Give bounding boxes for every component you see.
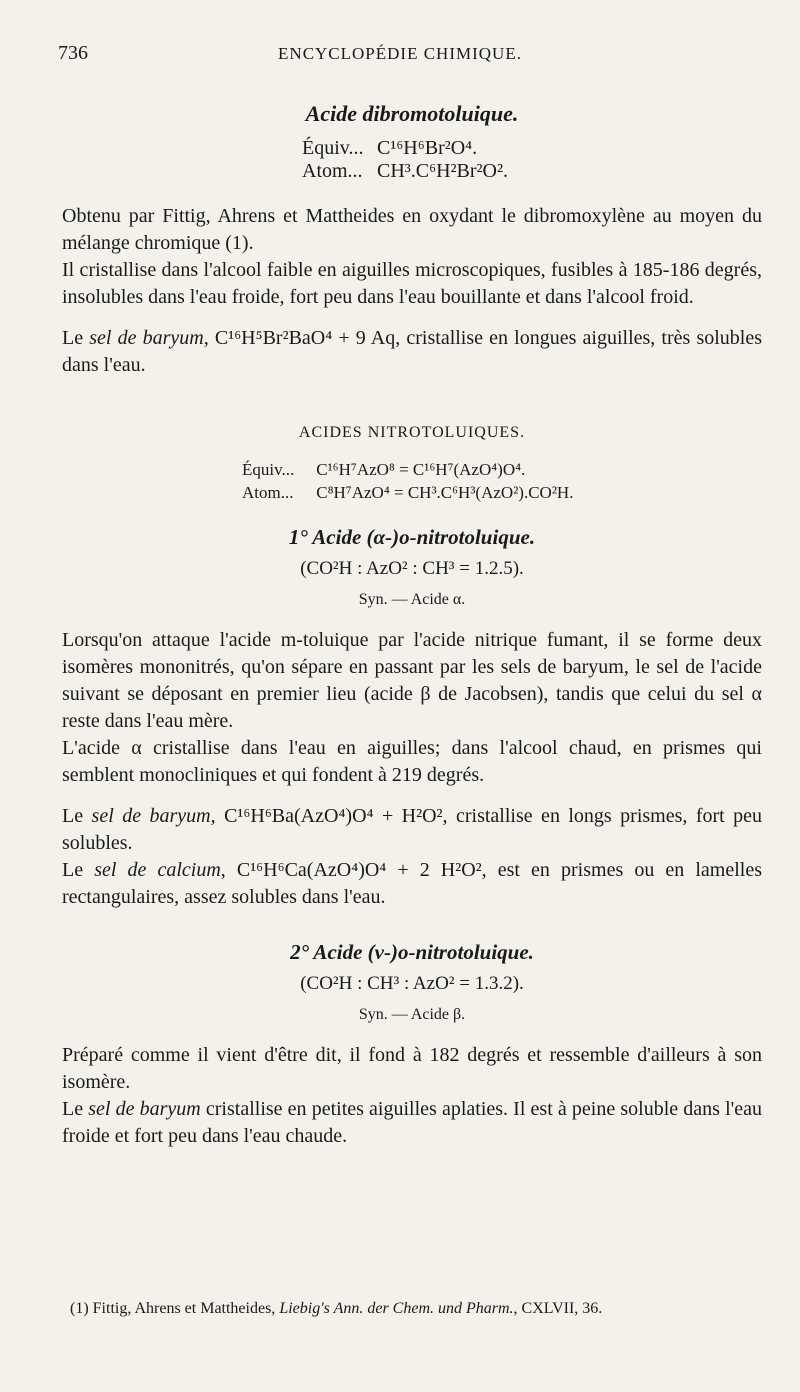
subtitle-alpha-acid: 1° Acide (α-)o-nitrotoluique.	[288, 525, 536, 549]
formula-row	[242, 481, 762, 504]
italic-term: sel de baryum	[91, 805, 211, 827]
italic-term: sel de baryum	[88, 1098, 201, 1120]
text: cristallise en petites aiguilles aplaties. Il est à peine soluble dans l'eau froide et fort peu dans l'eau chaude.	[62, 1098, 763, 1147]
formula-block-dibromotoluique	[302, 137, 762, 183]
section-heading-nitrotoluiques: ACIDES NITROTOLUIQUES.	[298, 424, 526, 441]
paragraph: Préparé comme il vient d'être dit, il fond à 182 degrés et ressemble d'ailleurs à son isomère.	[62, 1044, 762, 1093]
page-number: 736	[58, 42, 88, 64]
text: Le	[62, 805, 92, 827]
structure-beta-acid: (CO²H : CH³ : AzO² = 1.3.2).	[300, 973, 524, 994]
paragraph: Il cristallise dans l'alcool faible en aiguilles microscopiques, fusibles à 185-186 degrés, insolubles dans l'eau froide, fort peu dans l'eau bouillante et dans l'alcool froid.	[62, 259, 762, 308]
text: (1) Fittig, Ahrens et Mattheides,	[70, 1300, 280, 1317]
formula-value: C⁸H⁷AzO⁴ = CH³.C⁶H³(AzO²).CO²H.	[316, 483, 574, 502]
text: , C¹⁶H⁵Br²BaO⁴ + 9 Aq, cristallise en longues aiguilles, très solubles dans l'eau.	[62, 327, 763, 376]
paragraph-sel-baryum	[62, 325, 762, 379]
page-body	[62, 100, 762, 1150]
paragraph-sel-baryum	[62, 803, 762, 857]
italic-term: sel de calcium	[94, 859, 221, 881]
synonym-beta-acid: Syn. — Acide β.	[358, 1006, 466, 1023]
text: Le	[62, 1098, 89, 1120]
paragraph: Obtenu par Fittig, Ahrens et Mattheides en oxydant le dibromoxylène au moyen du mélange chromique (1).	[62, 205, 762, 254]
paragraph: Lorsqu'on attaque l'acide m-toluique par l'acide nitrique fumant, il se forme deux isomères mononitrés, qu'on sépare en passant par les sels de baryum, le sel de l'acide suivant se déposant en premier lieu (acide β de Jacobsen), tandis que celui du sel α reste dans l'eau mère.	[62, 629, 762, 732]
formula-row	[302, 137, 762, 160]
paragraph: L'acide α cristallise dans l'eau en aiguilles; dans l'alcool chaud, en prismes qui semblent monocliniques et qui fondent à 219 degrés.	[62, 737, 762, 786]
italic-term: Liebig's Ann. der Chem. und Pharm.	[279, 1300, 514, 1317]
synonym-alpha-acid: Syn. — Acide α.	[358, 591, 466, 608]
text: , C¹⁶H⁶Ca(AzO⁴)O⁴ + 2 H²O², est en prismes ou en lamelles rectangulaires, assez solubles dans l'eau.	[62, 859, 763, 908]
italic-term: sel de baryum	[89, 327, 204, 349]
text: , CXLVII, 36.	[513, 1300, 603, 1317]
formula-label: Équiv...	[242, 460, 295, 479]
structure-alpha-acid: (CO²H : AzO² : CH³ = 1.2.5).	[300, 558, 524, 579]
text: Le	[62, 327, 90, 349]
formula-block-nitrotoluiques	[242, 458, 762, 504]
formula-label: Équiv...	[302, 137, 364, 159]
formula-label: Atom...	[242, 483, 294, 502]
formula-row	[242, 458, 762, 481]
paragraph-sel-calcium	[62, 857, 762, 911]
subtitle-beta-acid: 2° Acide (v-)o-nitrotoluique.	[290, 940, 534, 964]
formula-row	[302, 160, 762, 183]
formula-label: Atom...	[302, 160, 363, 182]
running-title: ENCYCLOPÉDIE CHIMIQUE.	[278, 44, 522, 63]
paragraph-sel-baryum	[62, 1096, 762, 1150]
text: , C¹⁶H⁶Ba(AzO⁴)O⁴ + H²O², cristallise en longs prismes, fort peu solubles.	[62, 805, 763, 854]
formula-value: C¹⁶H⁷AzO⁸ = C¹⁶H⁷(AzO⁴)O⁴.	[316, 460, 526, 479]
footnote	[70, 1300, 770, 1318]
formula-value: C¹⁶H⁶Br²O⁴.	[377, 137, 478, 159]
section-title-dibromotoluique: Acide dibromotoluique.	[305, 101, 519, 126]
page-header	[0, 42, 800, 72]
formula-value: CH³.C⁶H²Br²O².	[377, 160, 508, 182]
text: Le	[62, 859, 95, 881]
